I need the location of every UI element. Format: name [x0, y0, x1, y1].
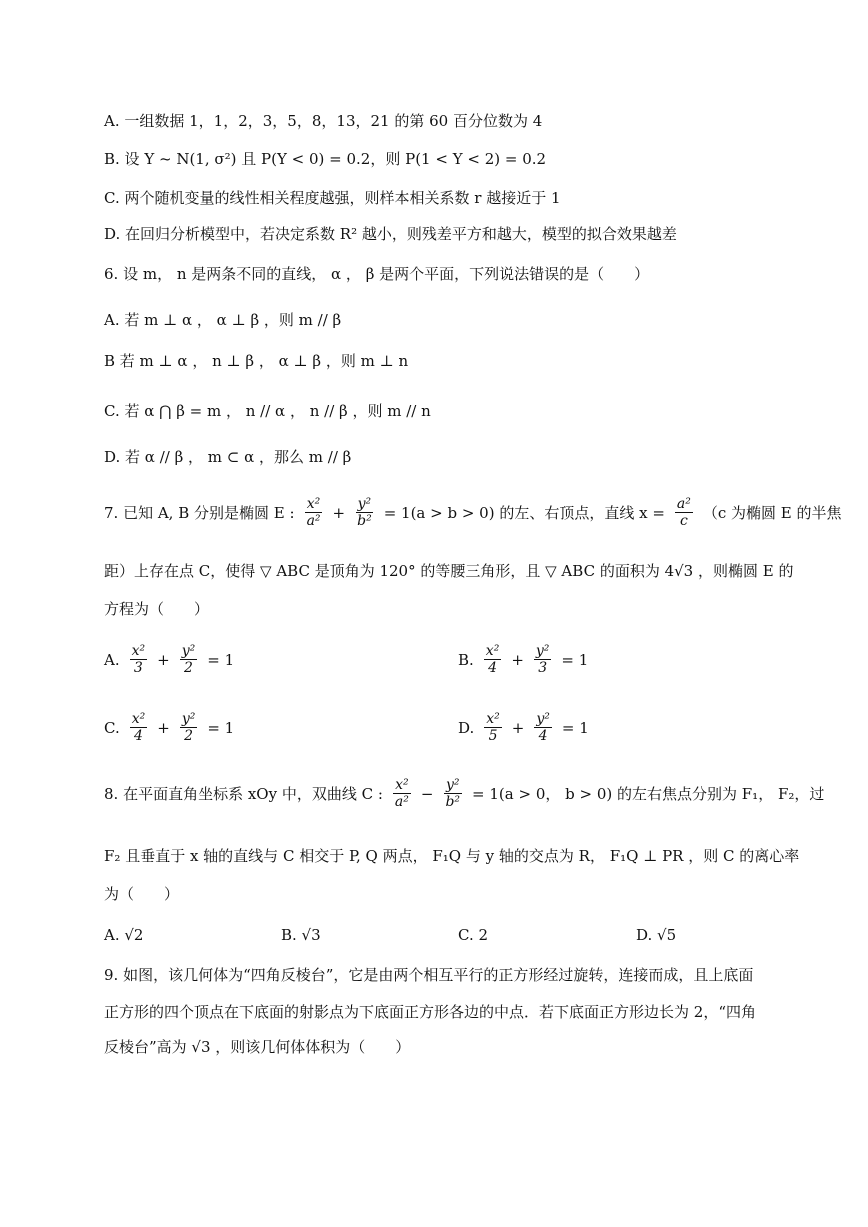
x-fraction: [484, 643, 502, 676]
q7-stem-part-1: 7. 已知 A, B 分别是椭圆 E :: [104, 504, 295, 522]
numerator: x²: [395, 777, 409, 793]
q7-option-b: [458, 643, 588, 676]
plus-sign: +: [511, 718, 525, 737]
y-fraction: [534, 711, 552, 744]
minus-sign: −: [420, 784, 434, 803]
q8-stem-line-1: [104, 777, 824, 810]
q7-option-d: [458, 711, 589, 744]
q8-stem-part-1: 8. 在平面直角坐标系 xOy 中，双曲线 C :: [104, 785, 383, 803]
q8-option-a: A. √2: [104, 926, 144, 944]
y-fraction: [534, 643, 552, 676]
plus-sign: +: [157, 718, 170, 737]
numerator: a²: [676, 496, 691, 512]
plus-sign: +: [157, 650, 170, 669]
q6-option-b: B 若 m ⊥ α ， n ⊥ β ， α ⊥ β ，则 m ⊥ n: [104, 352, 409, 370]
numerator: x²: [486, 711, 500, 727]
q5-option-a: A. 一组数据 1，1，2，3，5，8，13，21 的第 60 百分位数为 4: [104, 112, 543, 130]
denominator: 4: [488, 660, 498, 676]
numerator: x²: [485, 643, 500, 659]
q5-option-b: B. 设 Y ~ N(1, σ²) 且 P(Y < 0) = 0.2，则 P(1 < Y < 2) = 0.2: [104, 150, 547, 168]
numerator: y²: [181, 711, 196, 727]
plus-sign: +: [511, 650, 524, 669]
q8-stem-line-2: F₂ 且垂直于 x 轴的直线与 C 相交于 P, Q 两点， F₁Q 与 y 轴的交点为 R， F₁Q ⊥ PR ，则 C 的离心率: [104, 847, 800, 865]
q7-directrix-fraction: [675, 496, 693, 529]
q8-option-c: C. 2: [458, 926, 489, 944]
equals-one: = 1: [207, 718, 235, 737]
q8-option-b: B. √3: [281, 926, 321, 944]
q7-stem-line-1: [104, 496, 842, 529]
q7-x-fraction: [305, 496, 323, 529]
q9-line-3: 反棱台”高为 √3 ，则该几何体体积为（ ）: [104, 1038, 411, 1056]
equals-one: = 1: [561, 650, 589, 669]
q5-option-d: D. 在回归分析模型中，若决定系数 R² 越小，则残差平方和越大，模型的拟合效果越差: [104, 225, 677, 243]
q8-y-fraction: [443, 777, 462, 810]
q8-x-fraction: [393, 777, 411, 810]
numerator: y²: [535, 643, 550, 659]
q7-option-c: [104, 711, 234, 744]
q7-y-fraction: [355, 496, 374, 529]
denominator: 2: [184, 660, 193, 676]
option-label: B.: [458, 650, 474, 669]
y-fraction: [180, 643, 198, 676]
x-fraction: [130, 643, 148, 676]
q5-option-c: C. 两个随机变量的线性相关程度越强，则样本相关系数 r 越接近于 1: [104, 189, 561, 207]
q7-stem-part-2: = 1(a > b > 0) 的左、右顶点，直线 x =: [383, 504, 665, 522]
q6-option-c: C. 若 α ⋂ β = m ， n // α ， n // β ，则 m // n: [104, 402, 431, 420]
option-label: C.: [104, 718, 120, 737]
numerator: x²: [131, 643, 146, 659]
denominator: a²: [306, 513, 321, 529]
denominator: a²: [394, 794, 409, 810]
numerator: y²: [536, 711, 550, 727]
denominator: 4: [538, 728, 548, 744]
x-fraction: [130, 711, 148, 744]
q7-stem-part-3: （c 为椭圆 E 的半焦: [702, 504, 842, 522]
denominator: 4: [134, 728, 143, 744]
denominator: c: [679, 513, 688, 529]
q9-line-1: 9. 如图，该几何体为“四角反棱台”，它是由两个相互平行的正方形经过旋转，连接而成，且上底面: [104, 966, 754, 984]
numerator: y²: [445, 777, 460, 793]
q7-option-a: [104, 643, 234, 676]
numerator: y²: [181, 643, 196, 659]
q7-stem-line-2: 距）上存在点 C，使得 ▽ ABC 是顶角为 120° 的等腰三角形，且 ▽ ABC 的面积为 4√3 ，则椭圆 E 的: [104, 562, 794, 580]
q8-stem-line-3: 为（ ）: [104, 885, 180, 903]
x-fraction: [484, 711, 502, 744]
denominator: b²: [445, 794, 461, 810]
option-label: D.: [458, 718, 475, 737]
plus-sign: +: [332, 503, 346, 522]
equals-one: = 1: [561, 718, 589, 737]
option-label: A.: [104, 650, 120, 669]
q6-option-a: A. 若 m ⊥ α ， α ⊥ β ，则 m // β: [104, 311, 342, 329]
numerator: x²: [306, 496, 321, 512]
q7-stem-line-3: 方程为（ ）: [104, 600, 210, 618]
q6-stem: 6. 设 m， n 是两条不同的直线， α ， β 是两个平面，下列说法错误的是（ ）: [104, 265, 650, 283]
denominator: b²: [357, 513, 372, 529]
y-fraction: [180, 711, 198, 744]
q8-stem-part-2: = 1(a > 0， b > 0) 的左右焦点分别为 F₁， F₂，过: [472, 785, 825, 803]
q6-option-d: D. 若 α // β ， m ⊂ α ，那么 m // β: [104, 448, 352, 466]
q8-option-d: D. √5: [636, 926, 677, 944]
denominator: 3: [133, 660, 143, 676]
denominator: 5: [488, 728, 498, 744]
numerator: y²: [357, 496, 372, 512]
denominator: 2: [184, 728, 194, 744]
denominator: 3: [538, 660, 548, 676]
numerator: x²: [131, 711, 146, 727]
q9-line-2: 正方形的四个顶点在下底面的射影点为下底面正方形各边的中点．若下底面正方形边长为 2，“四角: [104, 1003, 756, 1021]
equals-one: = 1: [207, 650, 235, 669]
